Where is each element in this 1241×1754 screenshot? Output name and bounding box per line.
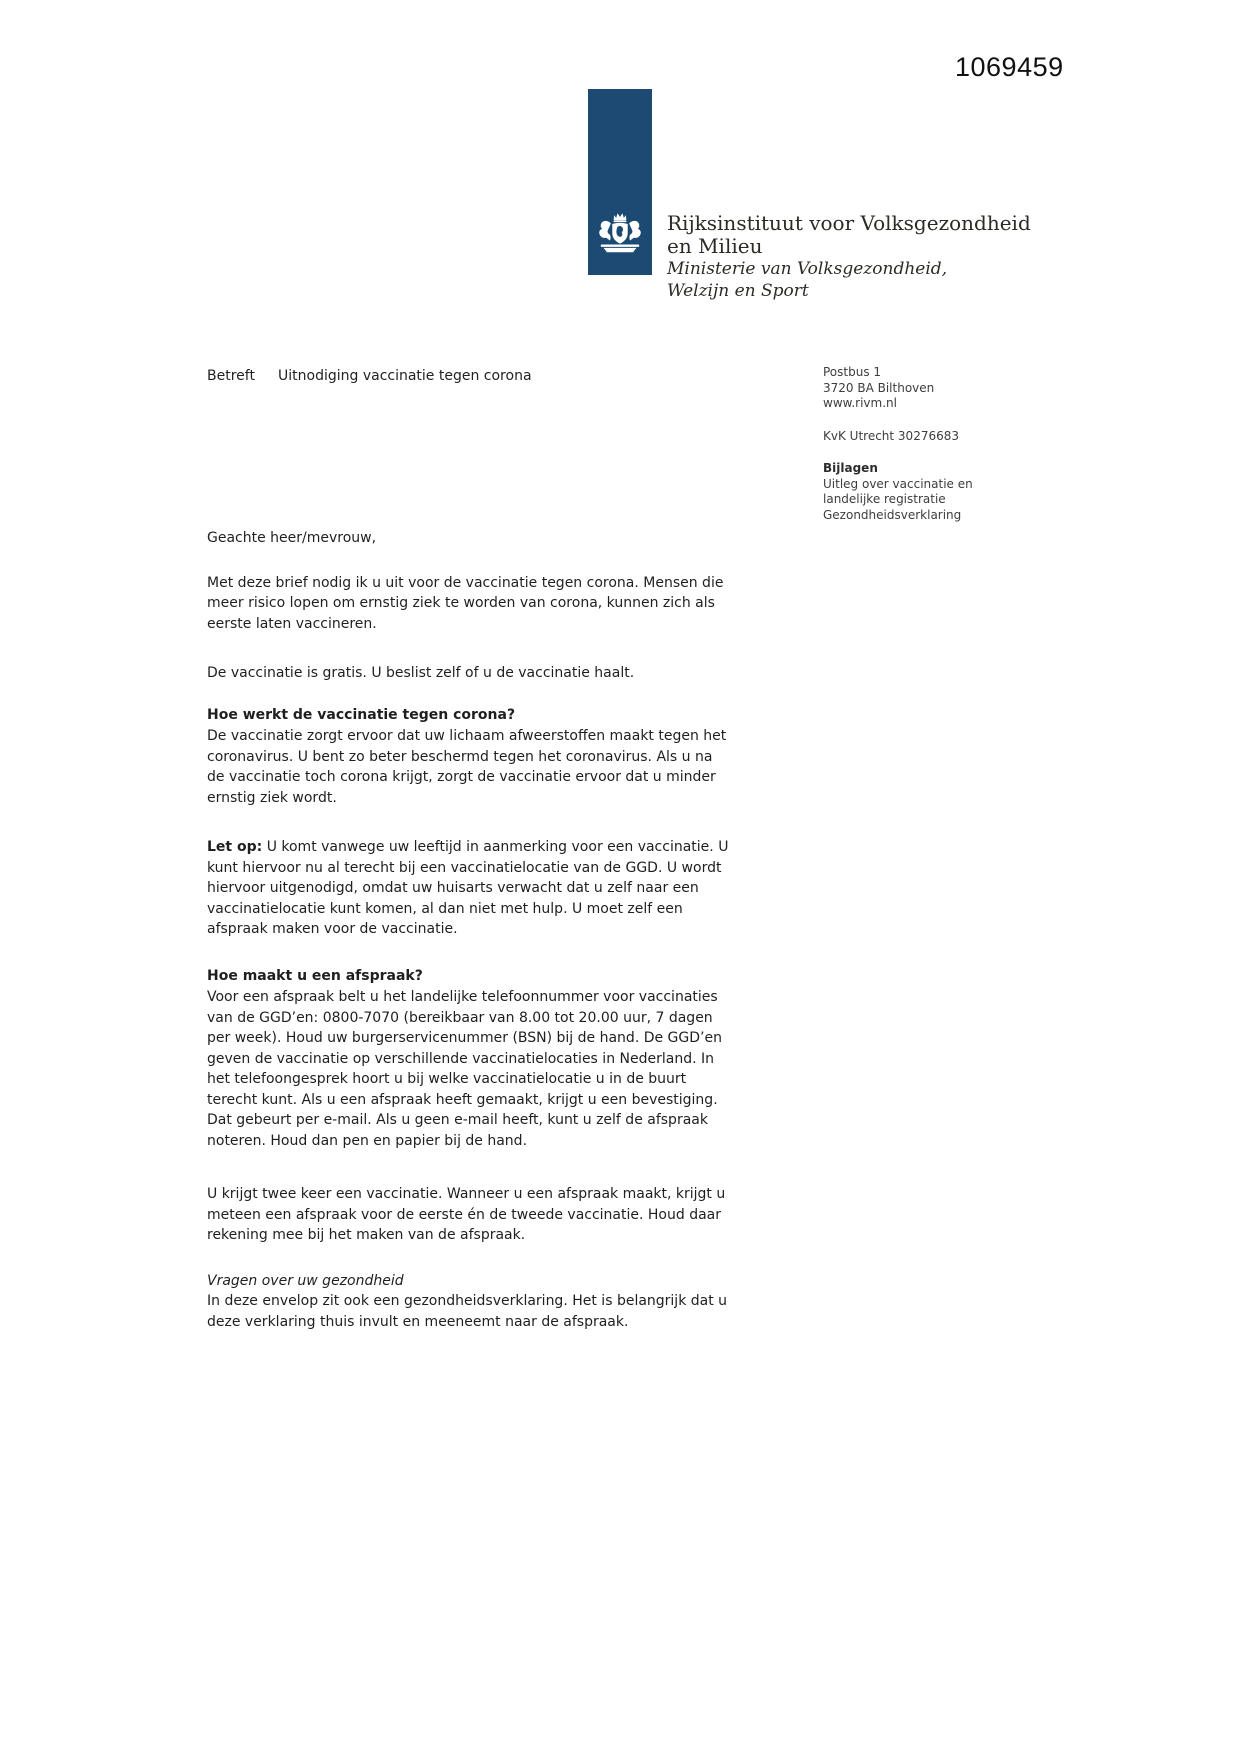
rijksoverheid-emblem-icon — [593, 207, 647, 257]
address-line: 3720 BA Bilthoven — [823, 380, 935, 395]
paragraph-twee-vaccinaties: U krijgt twee keer een vaccinatie. Wanneer u een afspraak maakt, krijgt u meteen een afspraak voor de eerste én de tweede vaccinatie. Houd daar rekening mee bij het maken van de afspraak. — [207, 1186, 726, 1243]
heading-vragen-gezondheid: Vragen over uw gezondheid — [207, 1272, 404, 1289]
paragraph-hoe-werkt: De vaccinatie zorgt ervoor dat uw lichaam afweerstoffen maakt tegen het coronavirus. U bent zo beter beschermd tegen het coronavirus. Als u na de vaccinatie toch corona krijgt, zorgt de vaccinatie ervoor dat u minder ernstig ziek wordt. — [207, 728, 727, 806]
contact-sidebar — [823, 365, 993, 523]
ministry-line1: Ministerie van Volksgezondheid, — [667, 259, 948, 279]
sidebar-spacer — [823, 412, 993, 429]
attachment-line: landelijke registratie — [823, 492, 946, 506]
paragraph-afspraak: Voor een afspraak belt u het landelijke telefoonnummer voor vaccinaties van de GGD’en: 0800-7070 (bereikbaar van 8.00 tot 20.00 uur, 7 dagen per week). Houd uw burgerservicenummer (BSN) bij de hand. De GGD’en geven de vaccinatie op verschillende vaccinatielocaties in Nederland. In het telefoongesprek hoort u bij welke vaccinatielocatie u in de buurt terecht kunt. Als u een afspraak heeft gemaakt, krijgt u een bevestiging. Dat gebeurt per e-mail. Als u geen e-mail heeft, kunt u zelf de afspraak noteren. Houd dan pen en papier bij de hand. — [207, 989, 722, 1149]
subject-value: Uitnodiging vaccinatie tegen corona — [278, 368, 532, 384]
subject-row — [207, 366, 532, 386]
attachment-line: Gezondheidsverklaring — [823, 507, 962, 522]
scan-page-number: 1069459 — [955, 52, 1064, 82]
subject-label: Betreft — [207, 368, 255, 384]
website-url: www.rivm.nl — [823, 396, 897, 410]
heading-hoe-werkt: Hoe werkt de vaccinatie tegen corona? — [207, 706, 516, 723]
letop-label: Let op: — [207, 839, 263, 855]
org-name-line1: Rijksinstituut voor Volksgezondheid — [667, 211, 1031, 235]
sidebar-spacer — [823, 444, 993, 461]
attachment-line: Uitleg over vaccinatie en — [823, 476, 973, 491]
org-name-line2: en Milieu — [667, 234, 763, 258]
address-line: Postbus 1 — [823, 365, 882, 379]
paragraph-intro: Met deze brief nodig ik u uit voor de vaccinatie tegen corona. Mensen die meer risico lopen om ernstig ziek te worden van corona, kunnen zich als eerste laten vaccineren. — [207, 574, 724, 632]
ministry-line2: Welzijn en Sport — [667, 281, 809, 301]
paragraph-gratis: De vaccinatie is gratis. U beslist zelf of u de vaccinatie haalt. — [207, 665, 635, 681]
attachments-label: Bijlagen — [823, 461, 878, 475]
letter-body — [207, 528, 907, 1332]
rijksoverheid-logo-bar — [588, 89, 652, 275]
paragraph-letop — [207, 837, 907, 940]
logo-text-block — [667, 212, 1031, 302]
salutation: Geachte heer/mevrouw, — [207, 530, 377, 546]
kvk-number: KvK Utrecht 30276683 — [823, 428, 959, 443]
heading-afspraak: Hoe maakt u een afspraak? — [207, 967, 423, 984]
letop-text: U komt vanwege uw leeftijd in aanmerking voor een vaccinatie. U kunt hiervoor nu al terecht bij een vaccinatielocatie van de GGD. U wordt hiervoor uitgenodigd, omdat uw huisarts verwacht dat u zelf naar een vaccinatielocatie kunt komen, al dan niet met hulp. U moet zelf een afspraak maken voor de vaccinatie. — [207, 839, 729, 937]
paragraph-gezondheidsverklaring: In deze envelop zit ook een gezondheidsverklaring. Het is belangrijk dat u deze verklaring thuis invult en meeneemt naar de afspraak. — [207, 1293, 728, 1330]
